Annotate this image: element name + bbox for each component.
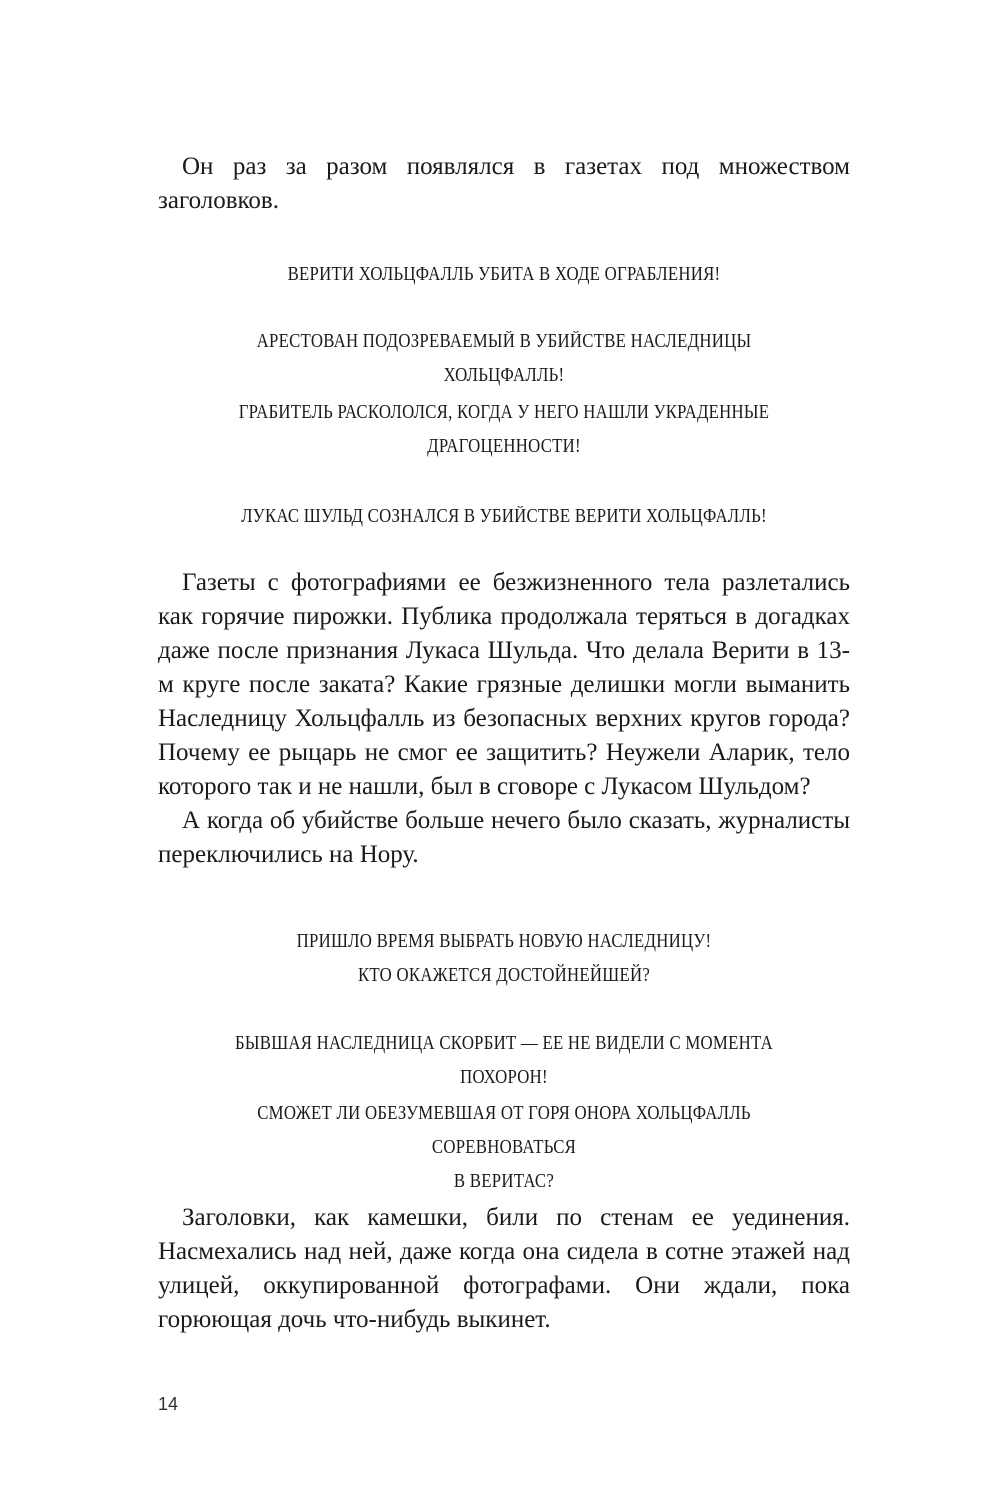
middle-paragraph-1: Газеты с фотографиями ее безжизненного тела разлетались как горячие пирожки. Публика продолжала теряться в догадках даже после признания Лукаса Шульда. Что делала Верити в 13-м круге после заката? Какие грязные делишки могли выманить Наследницу Хольцфалль из безопасных верхних кругов города? Почему ее рыцарь не смог ее защитить? Неужели Аларик, тело которого так и не нашли, был в сговоре с Лукасом Шульдом? <box>158 569 850 800</box>
headline-line: БЫВШАЯ НАСЛЕДНИЦА СКОРБИТ — ЕЕ НЕ ВИДЕЛИ С МОМЕНТА ПОХОРОН! <box>235 1033 773 1088</box>
headline-line: В ВЕРИТАС? <box>453 1171 555 1192</box>
intro-paragraph: Он раз за разом появлялся в газетах под множеством заголовков. <box>158 153 850 214</box>
headline-2 <box>206 325 801 393</box>
headline-line: АРЕСТОВАН ПОДОЗРЕВАЕМЫЙ В УБИЙСТВЕ НАСЛЕДНИЦЫ ХОЛЬЦФАЛЛЬ! <box>256 331 752 386</box>
headline-line: ГРАБИТЕЛЬ РАСКОЛОЛСЯ, КОГДА У НЕГО НАШЛИ УКРАДЕННЫЕ <box>238 402 770 423</box>
closing-paragraph: Заголовки, как камешки, били по стенам ее уединения. Насмехались над ней, даже когда она сидела в сотне этажей над улицей, оккупированной фотографами. Они ждали, пока горюющая дочь что-нибудь выкинет. <box>158 1204 850 1333</box>
headline-line: КТО ОКАЖЕТСЯ ДОСТОЙНЕЙШЕЙ? <box>357 965 651 986</box>
headline-line: ВЕРИТИ ХОЛЬЦФАЛЛЬ УБИТА В ХОДЕ ОГРАБЛЕНИЯ! <box>287 264 721 285</box>
middle-paragraph-2: А когда об убийстве больше нечего было сказать, журналисты переключились на Нору. <box>158 807 850 868</box>
headline-line: СМОЖЕТ ЛИ ОБЕЗУМЕВШАЯ ОТ ГОРЯ ОНОРА ХОЛЬЦФАЛЛЬ СОРЕВНОВАТЬСЯ <box>257 1103 751 1158</box>
headline-line: ДРАГОЦЕННОСТИ! <box>427 436 581 457</box>
headline-7 <box>206 1097 801 1199</box>
headline-5 <box>206 925 801 993</box>
page-number: 14 <box>158 1394 179 1414</box>
headline-line: ЛУКАС ШУЛЬД СОЗНАЛСЯ В УБИЙСТВЕ ВЕРИТИ ХОЛЬЦФАЛЛЬ! <box>241 506 767 527</box>
headline-6 <box>206 1027 801 1095</box>
closing-text <box>158 1201 850 1337</box>
headline-3 <box>206 396 801 464</box>
intro-text <box>158 150 850 218</box>
headline-4 <box>206 500 801 534</box>
middle-text <box>158 566 850 872</box>
headline-1 <box>206 258 801 292</box>
headline-line: ПРИШЛО ВРЕМЯ ВЫБРАТЬ НОВУЮ НАСЛЕДНИЦУ! <box>296 931 712 952</box>
